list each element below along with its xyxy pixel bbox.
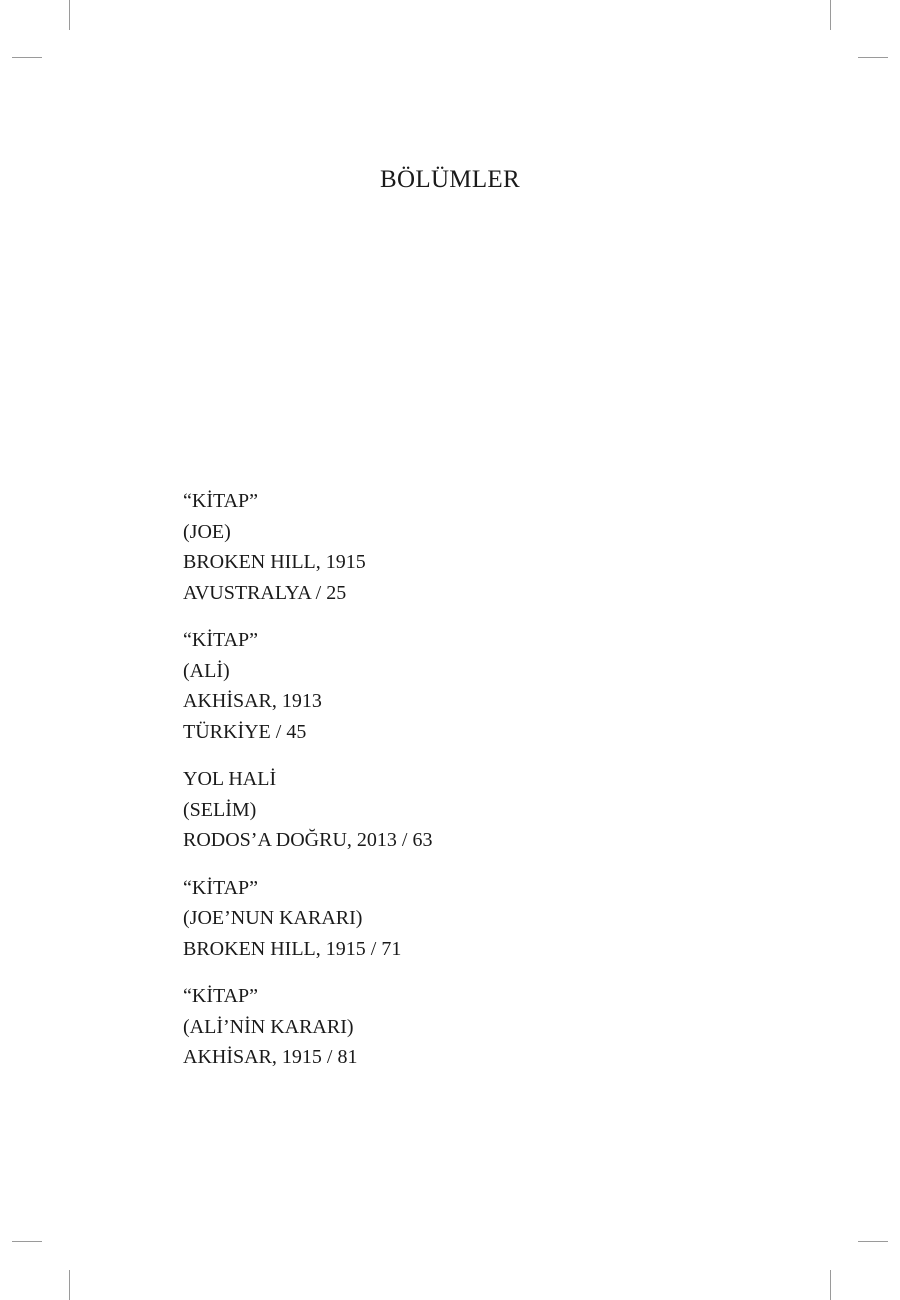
crop-mark-bottom-left-vertical [69,1270,70,1300]
toc-line: (ALİ) [183,659,230,682]
toc-line: “KİTAP” [183,629,259,651]
crop-mark-bottom-right-vertical [830,1270,831,1300]
toc-line: “KİTAP” [183,985,259,1007]
toc-line: “KİTAP” [183,876,259,899]
toc-line: (JOE) [183,520,231,543]
toc-section-5 [183,981,783,1073]
crop-mark-top-left-vertical [69,0,70,30]
toc-line: (SELİM) [183,798,257,821]
toc-section-4 [183,873,783,965]
toc-section-3 [183,764,783,856]
crop-mark-top-right-horizontal [858,57,888,58]
crop-mark-bottom-left-horizontal [12,1241,42,1242]
toc-line: BROKEN HILL, 1915 / 71 [183,937,402,960]
toc-section-1 [183,486,783,608]
crop-mark-top-left-horizontal [12,57,42,58]
toc-line: (JOE’NUN KARARI) [183,907,363,929]
page-title: BÖLÜMLER [380,166,520,193]
toc-line: (ALİ’NİN KARARI) [183,1015,354,1038]
toc-line: AKHİSAR, 1915 / 81 [183,1046,358,1068]
toc-line: BROKEN HILL, 1915 [183,551,366,573]
toc-line: RODOS’A DOĞRU, 2013 / 63 [183,829,433,851]
toc-line: AKHİSAR, 1913 [183,690,322,712]
toc-line: “KİTAP” [183,490,259,512]
toc-line: TÜRKİYE / 45 [183,720,307,743]
toc-section-2 [183,625,783,747]
crop-mark-bottom-right-horizontal [858,1241,888,1242]
crop-mark-top-right-vertical [830,0,831,30]
toc-line: AVUSTRALYA / 25 [183,581,347,604]
table-of-contents [183,486,783,1090]
toc-line: YOL HALİ [183,768,277,790]
